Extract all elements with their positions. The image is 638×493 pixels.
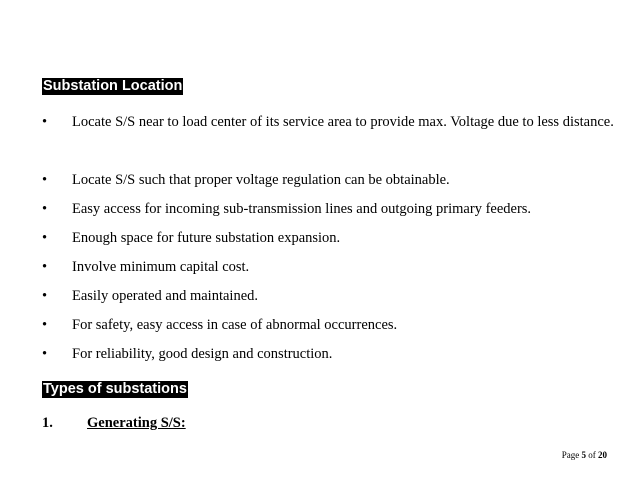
bullet-marker: •: [42, 259, 48, 275]
list-item: Enough space for future substation expansion.: [72, 230, 341, 246]
numbered-item-number: 1.: [42, 415, 53, 431]
list-item: Easy access for incoming sub-transmission lines and outgoing primary feeders.: [72, 201, 532, 217]
list-item: For reliability, good design and construction.: [72, 346, 333, 362]
heading-substation-location: Substation Location: [43, 78, 183, 94]
list-item: Locate S/S near to load center of its service area to provide max. Voltage due to less distance.: [72, 114, 614, 130]
page-label: Page: [561, 450, 580, 460]
of-label: of: [588, 450, 596, 460]
bullet-marker: •: [42, 230, 48, 246]
list-item: Locate S/S such that proper voltage regulation can be obtainable.: [72, 172, 450, 188]
current-page-number: 5: [581, 450, 586, 460]
bullet-marker: •: [42, 317, 48, 333]
heading-types-of-substations: Types of substations: [43, 381, 187, 397]
list-item: Easily operated and maintained.: [72, 288, 259, 304]
list-item: Involve minimum capital cost.: [72, 259, 250, 275]
page-footer: [562, 450, 607, 461]
bullet-marker: •: [42, 114, 48, 130]
list-item: For safety, easy access in case of abnormal occurrences.: [72, 317, 398, 333]
bullet-marker: •: [42, 288, 48, 304]
bullet-marker: •: [42, 201, 48, 217]
total-pages-number: 20: [598, 450, 607, 460]
numbered-item-title: Generating S/S:: [87, 415, 186, 431]
bullet-marker: •: [42, 172, 48, 188]
bullet-marker: •: [42, 346, 48, 362]
